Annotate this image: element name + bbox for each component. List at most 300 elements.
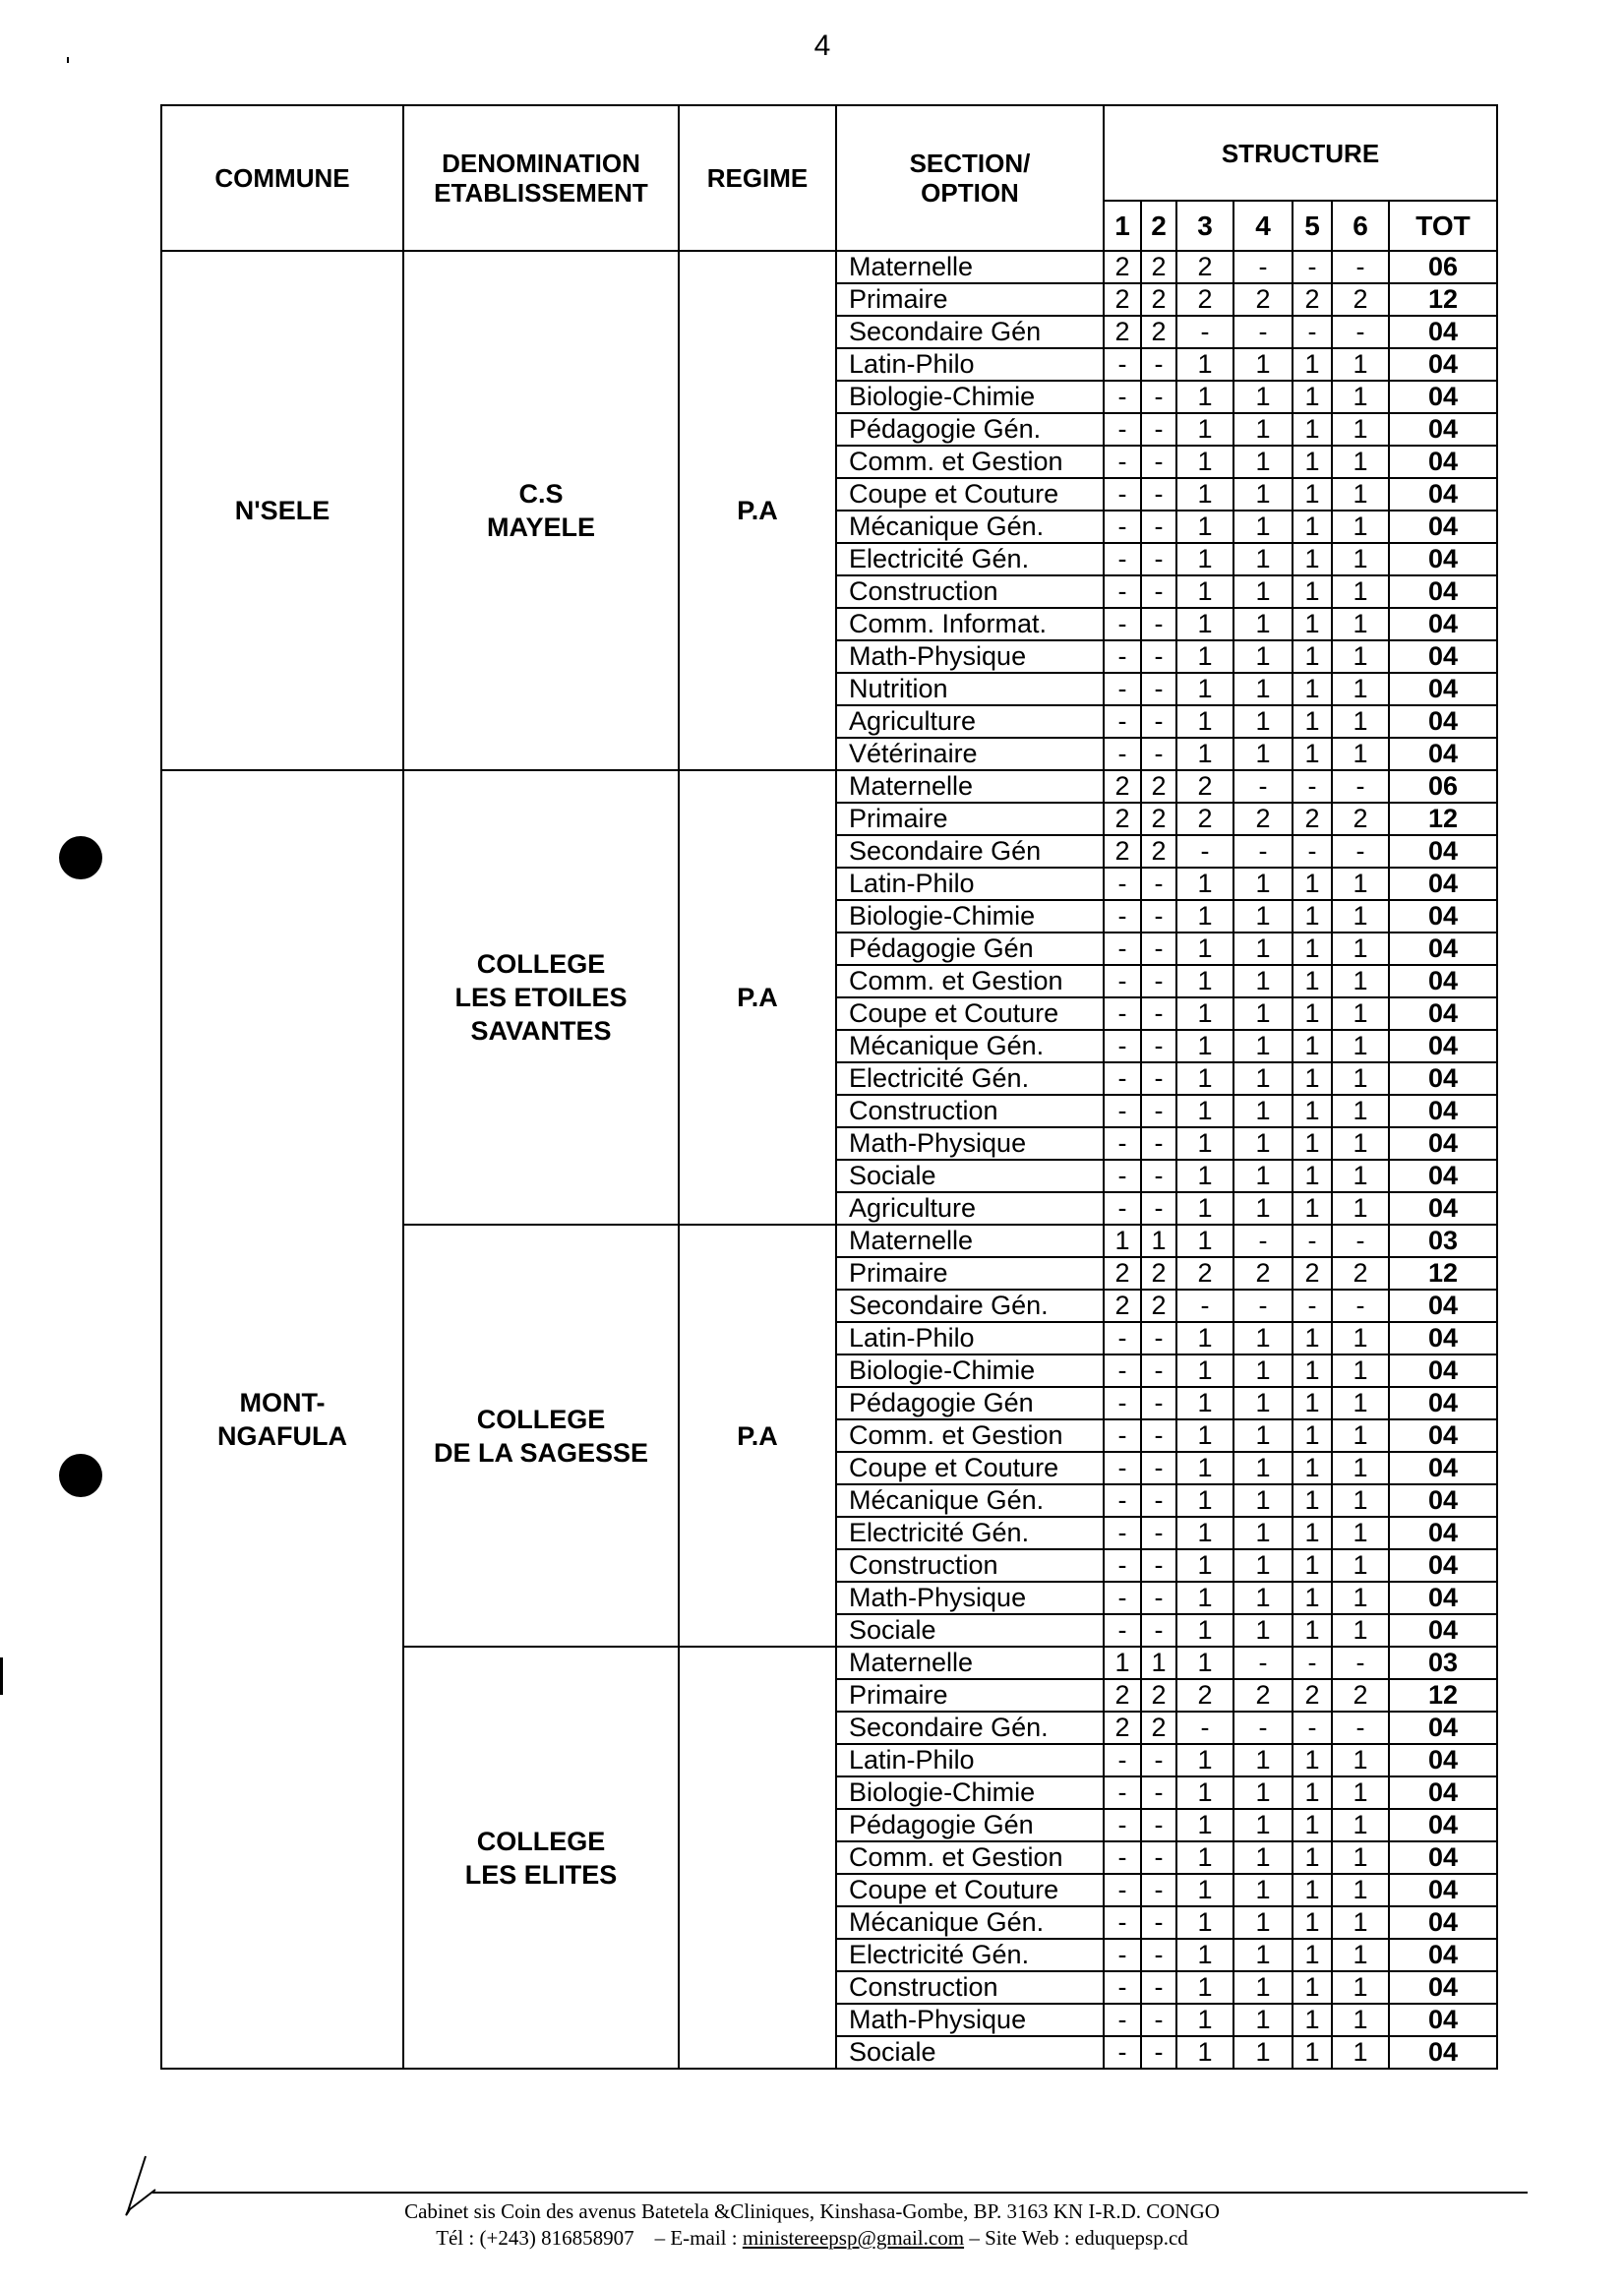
structure-cell-6: 1 <box>1332 1030 1389 1062</box>
structure-cell-5: 1 <box>1293 868 1332 900</box>
section-option-cell: Comm. et Gestion <box>836 446 1104 478</box>
page-number: 4 <box>813 30 831 62</box>
structure-cell-6: 1 <box>1332 1452 1389 1484</box>
structure-cell-3: 1 <box>1176 446 1233 478</box>
structure-cell-6: 1 <box>1332 1809 1389 1841</box>
structure-cell-5: 1 <box>1293 1549 1332 1582</box>
structure-cell-6: 2 <box>1332 283 1389 316</box>
structure-cell-1: - <box>1104 2036 1141 2069</box>
structure-cell-1: 2 <box>1104 283 1141 316</box>
section-option-cell: Pédagogie Gén. <box>836 413 1104 446</box>
structure-cell-5: 1 <box>1293 1419 1332 1452</box>
structure-cell-5: 1 <box>1293 1452 1332 1484</box>
structure-cell-3: 1 <box>1176 673 1233 705</box>
section-option-cell: Coupe et Couture <box>836 997 1104 1030</box>
structure-cell-5: 1 <box>1293 2004 1332 2036</box>
establishment-name: COLLEGE LES ELITES <box>403 1647 679 2069</box>
structure-cell-2: - <box>1141 1030 1176 1062</box>
structure-cell-1: - <box>1104 348 1141 381</box>
section-option-cell: Mécanique Gén. <box>836 1484 1104 1517</box>
structure-cell-6: 1 <box>1332 705 1389 738</box>
structure-cell-4: 1 <box>1233 1484 1293 1517</box>
structure-cell-1: - <box>1104 1452 1141 1484</box>
structure-cell-3: 1 <box>1176 1160 1233 1192</box>
structure-cell-5: 1 <box>1293 446 1332 478</box>
structure-cell-5: - <box>1293 835 1332 868</box>
structure-cell-2: - <box>1141 1549 1176 1582</box>
structure-cell-3: 1 <box>1176 1062 1233 1095</box>
structure-cell-5: - <box>1293 1225 1332 1257</box>
structure-cell-5: 1 <box>1293 1939 1332 1971</box>
structure-cell-5: 1 <box>1293 1387 1332 1419</box>
structure-cell-4: 1 <box>1233 1549 1293 1582</box>
structure-cell-2: 2 <box>1141 316 1176 348</box>
total-cell: 12 <box>1389 283 1497 316</box>
structure-cell-5: 1 <box>1293 381 1332 413</box>
structure-cell-4: 1 <box>1233 673 1293 705</box>
structure-cell-6: 1 <box>1332 608 1389 640</box>
total-cell: 04 <box>1389 1030 1497 1062</box>
total-cell: 04 <box>1389 511 1497 543</box>
structure-cell-2: - <box>1141 511 1176 543</box>
structure-cell-3: 1 <box>1176 1939 1233 1971</box>
section-option-cell: Mécanique Gén. <box>836 1906 1104 1939</box>
structure-cell-2: 2 <box>1141 1679 1176 1712</box>
structure-cell-4: 1 <box>1233 2036 1293 2069</box>
structure-cell-1: - <box>1104 1939 1141 1971</box>
total-cell: 06 <box>1389 251 1497 283</box>
table-row <box>161 251 1497 283</box>
structure-cell-3: 2 <box>1176 803 1233 835</box>
structure-cell-4: 1 <box>1233 511 1293 543</box>
total-cell: 04 <box>1389 1452 1497 1484</box>
footer-email-link[interactable]: ministereepsp@gmail.com <box>742 2226 965 2250</box>
structure-cell-6: - <box>1332 316 1389 348</box>
total-cell: 04 <box>1389 478 1497 511</box>
structure-cell-2: - <box>1141 1582 1176 1614</box>
section-option-cell: Secondaire Gén. <box>836 1290 1104 1322</box>
structure-cell-5: 1 <box>1293 1322 1332 1354</box>
structure-cell-5: 1 <box>1293 511 1332 543</box>
structure-cell-1: - <box>1104 1517 1141 1549</box>
header-col-6: 6 <box>1332 201 1389 251</box>
structure-cell-1: - <box>1104 1484 1141 1517</box>
structure-cell-4: 1 <box>1233 1030 1293 1062</box>
structure-cell-4: 1 <box>1233 348 1293 381</box>
structure-cell-4: 1 <box>1233 868 1293 900</box>
structure-cell-2: - <box>1141 965 1176 997</box>
structure-cell-4: 1 <box>1233 705 1293 738</box>
structure-cell-5: - <box>1293 1647 1332 1679</box>
structure-cell-3: 1 <box>1176 2004 1233 2036</box>
structure-cell-3: 2 <box>1176 770 1233 803</box>
structure-cell-6: 1 <box>1332 543 1389 575</box>
structure-cell-2: - <box>1141 381 1176 413</box>
section-option-cell: Primaire <box>836 803 1104 835</box>
structure-cell-5: - <box>1293 1712 1332 1744</box>
section-option-cell: Maternelle <box>836 770 1104 803</box>
structure-cell-2: - <box>1141 1809 1176 1841</box>
total-cell: 04 <box>1389 1776 1497 1809</box>
structure-cell-4: 1 <box>1233 1744 1293 1776</box>
section-option-cell: Electricité Gén. <box>836 1939 1104 1971</box>
section-option-cell: Pédagogie Gén <box>836 1809 1104 1841</box>
total-cell: 04 <box>1389 413 1497 446</box>
structure-cell-4: 1 <box>1233 1809 1293 1841</box>
structure-cell-1: 2 <box>1104 1712 1141 1744</box>
total-cell: 04 <box>1389 900 1497 933</box>
total-cell: 12 <box>1389 1257 1497 1290</box>
structure-cell-1: - <box>1104 1387 1141 1419</box>
structure-cell-6: 1 <box>1332 1517 1389 1549</box>
section-option-cell: Biologie-Chimie <box>836 381 1104 413</box>
total-cell: 04 <box>1389 348 1497 381</box>
structure-cell-6: 1 <box>1332 1387 1389 1419</box>
total-cell: 04 <box>1389 2004 1497 2036</box>
structure-cell-1: - <box>1104 478 1141 511</box>
structure-cell-2: - <box>1141 1192 1176 1225</box>
structure-cell-4: 1 <box>1233 1127 1293 1160</box>
structure-cell-3: 1 <box>1176 478 1233 511</box>
structure-cell-5: 1 <box>1293 575 1332 608</box>
section-option-cell: Coupe et Couture <box>836 1452 1104 1484</box>
structure-cell-3: 1 <box>1176 543 1233 575</box>
structure-cell-5: 1 <box>1293 1906 1332 1939</box>
structure-cell-2: - <box>1141 1062 1176 1095</box>
structure-cell-3: 1 <box>1176 2036 1233 2069</box>
structure-cell-2: - <box>1141 1517 1176 1549</box>
structure-cell-4: 1 <box>1233 575 1293 608</box>
structure-cell-5: 1 <box>1293 965 1332 997</box>
footer-contact <box>0 2226 1624 2251</box>
structure-cell-6: 1 <box>1332 900 1389 933</box>
structure-cell-4: - <box>1233 1647 1293 1679</box>
section-option-cell: Maternelle <box>836 1225 1104 1257</box>
structure-cell-3: 1 <box>1176 1452 1233 1484</box>
structure-cell-2: - <box>1141 1971 1176 2004</box>
structure-cell-5: 1 <box>1293 1517 1332 1549</box>
structure-cell-3: 2 <box>1176 283 1233 316</box>
structure-cell-1: - <box>1104 900 1141 933</box>
section-option-cell: Secondaire Gén <box>836 835 1104 868</box>
structure-cell-3: 1 <box>1176 933 1233 965</box>
structure-cell-3: 1 <box>1176 1647 1233 1679</box>
structure-cell-2: - <box>1141 1874 1176 1906</box>
structure-cell-5: 2 <box>1293 1679 1332 1712</box>
structure-cell-3: 1 <box>1176 1744 1233 1776</box>
structure-cell-4: 1 <box>1233 933 1293 965</box>
structure-cell-5: 1 <box>1293 1030 1332 1062</box>
structure-cell-4: 2 <box>1233 803 1293 835</box>
structure-cell-2: - <box>1141 608 1176 640</box>
structure-cell-1: - <box>1104 1030 1141 1062</box>
structure-cell-5: 1 <box>1293 1744 1332 1776</box>
structure-cell-4: 1 <box>1233 1874 1293 1906</box>
structure-cell-4: 1 <box>1233 965 1293 997</box>
structure-cell-1: - <box>1104 511 1141 543</box>
structure-cell-5: 1 <box>1293 933 1332 965</box>
total-cell: 04 <box>1389 316 1497 348</box>
total-cell: 04 <box>1389 1095 1497 1127</box>
section-option-cell: Electricité Gén. <box>836 1517 1104 1549</box>
structure-cell-4: 2 <box>1233 283 1293 316</box>
structure-cell-6: 1 <box>1332 1744 1389 1776</box>
section-option-cell: Latin-Philo <box>836 868 1104 900</box>
structure-cell-6: - <box>1332 835 1389 868</box>
structure-cell-4: 1 <box>1233 1452 1293 1484</box>
structure-cell-1: 2 <box>1104 1679 1141 1712</box>
footer-address: Cabinet sis Coin des avenus Batetela &Cliniques, Kinshasa-Gombe, BP. 3163 KN I-R.D. CONGO <box>404 2199 1220 2223</box>
total-cell: 04 <box>1389 608 1497 640</box>
total-cell: 04 <box>1389 1062 1497 1095</box>
structure-cell-1: 2 <box>1104 316 1141 348</box>
header-col-5: 5 <box>1293 201 1332 251</box>
structure-cell-6: 1 <box>1332 413 1389 446</box>
structure-cell-1: - <box>1104 705 1141 738</box>
structure-cell-6: 1 <box>1332 1776 1389 1809</box>
structure-cell-2: - <box>1141 543 1176 575</box>
structure-cell-2: - <box>1141 348 1176 381</box>
structure-cell-1: - <box>1104 1971 1141 2004</box>
structure-cell-1: - <box>1104 1549 1141 1582</box>
scan-speck <box>67 57 69 63</box>
section-option-cell: Construction <box>836 1971 1104 2004</box>
structure-cell-1: - <box>1104 1095 1141 1127</box>
total-cell: 04 <box>1389 446 1497 478</box>
structure-cell-4: - <box>1233 251 1293 283</box>
structure-cell-1: - <box>1104 1841 1141 1874</box>
header-col-1: 1 <box>1104 201 1141 251</box>
section-option-cell: Pédagogie Gén <box>836 933 1104 965</box>
total-cell: 04 <box>1389 381 1497 413</box>
structure-cell-6: 1 <box>1332 738 1389 770</box>
structure-cell-2: - <box>1141 1095 1176 1127</box>
establishment-name: COLLEGE DE LA SAGESSE <box>403 1225 679 1647</box>
structure-cell-4: 1 <box>1233 446 1293 478</box>
structure-cell-3: 1 <box>1176 1484 1233 1517</box>
total-cell: 12 <box>1389 803 1497 835</box>
structure-cell-6: 1 <box>1332 1582 1389 1614</box>
total-cell: 04 <box>1389 1127 1497 1160</box>
structure-cell-1: - <box>1104 413 1141 446</box>
structure-cell-6: 1 <box>1332 1874 1389 1906</box>
total-cell: 04 <box>1389 1549 1497 1582</box>
section-option-cell: Biologie-Chimie <box>836 1776 1104 1809</box>
structure-cell-2: - <box>1141 1906 1176 1939</box>
structure-cell-3: 1 <box>1176 1874 1233 1906</box>
structure-cell-5: 1 <box>1293 1160 1332 1192</box>
structure-cell-5: 1 <box>1293 543 1332 575</box>
structure-cell-3: 1 <box>1176 608 1233 640</box>
structure-cell-5: 1 <box>1293 1484 1332 1517</box>
structure-cell-5: 1 <box>1293 1614 1332 1647</box>
structure-cell-4: 1 <box>1233 1419 1293 1452</box>
structure-cell-6: 1 <box>1332 1971 1389 2004</box>
structure-cell-6: 1 <box>1332 348 1389 381</box>
structure-cell-3: 1 <box>1176 511 1233 543</box>
structure-cell-2: - <box>1141 1419 1176 1452</box>
structure-cell-2: - <box>1141 1452 1176 1484</box>
section-option-cell: Latin-Philo <box>836 1744 1104 1776</box>
structure-cell-5: 1 <box>1293 1582 1332 1614</box>
structure-cell-3: - <box>1176 1290 1233 1322</box>
structure-cell-3: 1 <box>1176 1192 1233 1225</box>
structure-cell-1: - <box>1104 381 1141 413</box>
structure-cell-4: 1 <box>1233 1971 1293 2004</box>
structure-cell-3: 1 <box>1176 900 1233 933</box>
footer-tel: Tél : (+243) 816858907 <box>436 2226 634 2250</box>
total-cell: 04 <box>1389 1841 1497 1874</box>
structure-cell-2: 1 <box>1141 1647 1176 1679</box>
structure-cell-6: 1 <box>1332 997 1389 1030</box>
structure-cell-6: - <box>1332 1712 1389 1744</box>
footer-site: – Site Web : eduquepsp.cd <box>969 2226 1188 2250</box>
total-cell: 04 <box>1389 1712 1497 1744</box>
structure-cell-2: - <box>1141 1614 1176 1647</box>
structure-cell-4: 1 <box>1233 413 1293 446</box>
structure-cell-4: 2 <box>1233 1679 1293 1712</box>
structure-cell-6: 1 <box>1332 1484 1389 1517</box>
structure-cell-3: 1 <box>1176 413 1233 446</box>
structure-cell-6: 1 <box>1332 1127 1389 1160</box>
total-cell: 04 <box>1389 1290 1497 1322</box>
structure-cell-5: 2 <box>1293 283 1332 316</box>
structure-cell-5: 1 <box>1293 1809 1332 1841</box>
total-cell: 04 <box>1389 1517 1497 1549</box>
structure-cell-4: 2 <box>1233 1257 1293 1290</box>
section-option-cell: Construction <box>836 1549 1104 1582</box>
structure-cell-6: 1 <box>1332 933 1389 965</box>
section-option-cell: Latin-Philo <box>836 348 1104 381</box>
total-cell: 04 <box>1389 705 1497 738</box>
structure-cell-4: - <box>1233 835 1293 868</box>
section-option-cell: Primaire <box>836 1679 1104 1712</box>
structure-cell-1: - <box>1104 1192 1141 1225</box>
structure-cell-1: - <box>1104 1127 1141 1160</box>
structure-cell-6: 1 <box>1332 1160 1389 1192</box>
section-option-cell: Sociale <box>836 1160 1104 1192</box>
structure-cell-3: 1 <box>1176 381 1233 413</box>
structure-cell-3: 1 <box>1176 1841 1233 1874</box>
total-cell: 04 <box>1389 1614 1497 1647</box>
section-option-cell: Nutrition <box>836 673 1104 705</box>
section-option-cell: Comm. Informat. <box>836 608 1104 640</box>
structure-cell-6: 1 <box>1332 1062 1389 1095</box>
structure-cell-5: 1 <box>1293 1062 1332 1095</box>
structure-cell-3: 1 <box>1176 1225 1233 1257</box>
structure-cell-6: 1 <box>1332 1841 1389 1874</box>
structure-cell-3: 1 <box>1176 1127 1233 1160</box>
scan-edge-mark <box>0 1657 3 1695</box>
section-option-cell: Primaire <box>836 1257 1104 1290</box>
commune-cell: MONT- NGAFULA <box>161 770 403 2069</box>
regime-cell: P.A <box>679 1225 836 1647</box>
header-regime: REGIME <box>679 105 836 251</box>
structure-cell-1: - <box>1104 965 1141 997</box>
structure-cell-6: 1 <box>1332 965 1389 997</box>
structure-cell-2: - <box>1141 478 1176 511</box>
structure-cell-3: 1 <box>1176 1419 1233 1452</box>
structure-cell-3: 1 <box>1176 1971 1233 2004</box>
structure-cell-1: - <box>1104 608 1141 640</box>
structure-cell-1: - <box>1104 446 1141 478</box>
establishment-name: COLLEGE LES ETOILES SAVANTES <box>403 770 679 1225</box>
structure-cell-5: 1 <box>1293 1971 1332 2004</box>
structure-cell-1: - <box>1104 673 1141 705</box>
total-cell: 03 <box>1389 1225 1497 1257</box>
structure-cell-3: 1 <box>1176 1030 1233 1062</box>
structure-table <box>160 104 1498 2070</box>
structure-cell-4: 1 <box>1233 1582 1293 1614</box>
total-cell: 04 <box>1389 868 1497 900</box>
total-cell: 04 <box>1389 2036 1497 2069</box>
structure-cell-6: 1 <box>1332 2036 1389 2069</box>
structure-cell-2: - <box>1141 673 1176 705</box>
structure-cell-5: 1 <box>1293 348 1332 381</box>
section-option-cell: Agriculture <box>836 1192 1104 1225</box>
structure-cell-6: 1 <box>1332 511 1389 543</box>
structure-cell-3: 1 <box>1176 1614 1233 1647</box>
structure-cell-4: 1 <box>1233 2004 1293 2036</box>
structure-cell-6: 1 <box>1332 640 1389 673</box>
section-option-cell: Sociale <box>836 2036 1104 2069</box>
structure-cell-2: 2 <box>1141 1712 1176 1744</box>
structure-cell-4: 1 <box>1233 1614 1293 1647</box>
structure-cell-1: - <box>1104 1906 1141 1939</box>
structure-cell-5: 2 <box>1293 1257 1332 1290</box>
structure-cell-2: - <box>1141 933 1176 965</box>
structure-cell-5: 1 <box>1293 1776 1332 1809</box>
structure-cell-4: 1 <box>1233 997 1293 1030</box>
punch-hole-top <box>59 836 102 879</box>
structure-cell-6: 1 <box>1332 1095 1389 1127</box>
section-option-cell: Secondaire Gén <box>836 316 1104 348</box>
structure-cell-5: 1 <box>1293 1192 1332 1225</box>
section-option-cell: Pédagogie Gén <box>836 1387 1104 1419</box>
structure-cell-1: 2 <box>1104 1290 1141 1322</box>
structure-cell-4: - <box>1233 770 1293 803</box>
section-option-cell: Maternelle <box>836 251 1104 283</box>
structure-cell-2: - <box>1141 2004 1176 2036</box>
structure-cell-1: 1 <box>1104 1225 1141 1257</box>
structure-cell-2: 2 <box>1141 803 1176 835</box>
structure-cell-4: 1 <box>1233 543 1293 575</box>
structure-cell-4: 1 <box>1233 1095 1293 1127</box>
header-commune: COMMUNE <box>161 105 403 251</box>
section-option-cell: Maternelle <box>836 1647 1104 1679</box>
structure-cell-3: 1 <box>1176 1582 1233 1614</box>
structure-cell-4: 1 <box>1233 1062 1293 1095</box>
total-cell: 04 <box>1389 738 1497 770</box>
structure-cell-4: - <box>1233 1225 1293 1257</box>
structure-cell-4: 1 <box>1233 1776 1293 1809</box>
structure-cell-2: - <box>1141 1127 1176 1160</box>
total-cell: 04 <box>1389 1939 1497 1971</box>
total-cell: 04 <box>1389 1874 1497 1906</box>
structure-cell-4: 1 <box>1233 1322 1293 1354</box>
section-option-cell: Coupe et Couture <box>836 1874 1104 1906</box>
structure-cell-3: 1 <box>1176 705 1233 738</box>
structure-cell-5: 1 <box>1293 900 1332 933</box>
structure-cell-4: 1 <box>1233 1939 1293 1971</box>
structure-cell-3: 1 <box>1176 348 1233 381</box>
header-col-tot: TOT <box>1389 201 1497 251</box>
total-cell: 04 <box>1389 933 1497 965</box>
structure-cell-5: - <box>1293 770 1332 803</box>
structure-cell-6: 2 <box>1332 1257 1389 1290</box>
structure-cell-4: - <box>1233 316 1293 348</box>
total-cell: 04 <box>1389 1322 1497 1354</box>
